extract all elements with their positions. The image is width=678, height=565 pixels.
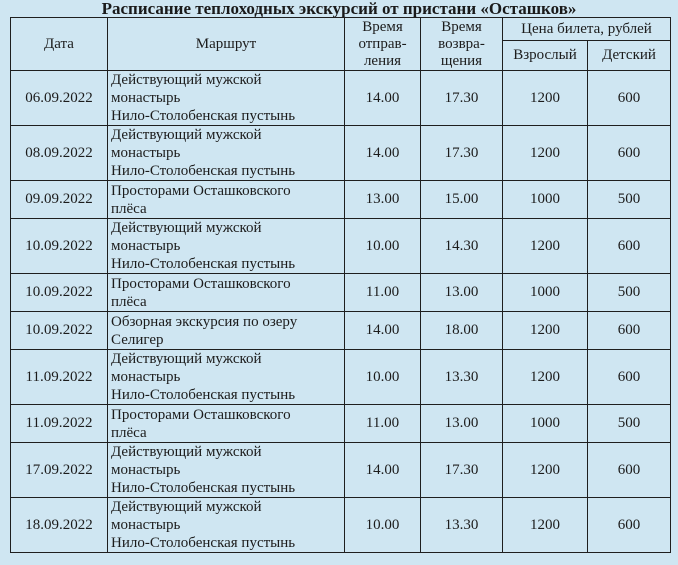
route-line: Действующий мужской — [111, 127, 262, 143]
route-line: Действующий мужской — [111, 72, 262, 88]
cell-return: 13.30 — [421, 350, 503, 405]
cell-return: 15.00 — [421, 181, 503, 219]
header-return-line: щения — [440, 52, 483, 69]
schedule-table — [10, 17, 671, 553]
header-child: Детский — [588, 41, 671, 71]
table-row — [11, 498, 671, 553]
cell-child-price: 500 — [588, 181, 671, 219]
route-line: Нило-Столобенская пустынь — [111, 480, 296, 496]
cell-route — [108, 312, 345, 350]
cell-route — [108, 498, 345, 553]
route-line: Обзорная экскурсия по озеру — [111, 313, 298, 330]
cell-route — [108, 126, 345, 181]
cell-date: 10.09.2022 — [11, 219, 108, 274]
cell-date: 06.09.2022 — [11, 71, 108, 126]
table-row — [11, 71, 671, 126]
cell-route — [108, 405, 345, 443]
header-row — [11, 18, 671, 41]
cell-route — [108, 71, 345, 126]
cell-route — [108, 274, 345, 312]
route-line: монастырь — [111, 517, 181, 533]
cell-date: 09.09.2022 — [11, 181, 108, 219]
table-row — [11, 443, 671, 498]
header-depart-line: ления — [363, 52, 402, 69]
table-row — [11, 350, 671, 405]
cell-adult-price: 1200 — [503, 443, 588, 498]
route-line: монастырь — [111, 145, 181, 161]
route-line: монастырь — [111, 90, 181, 106]
header-return — [421, 18, 503, 71]
route-line: Просторами Осташковского — [111, 406, 291, 423]
header-depart-line: отправ- — [358, 35, 407, 52]
route-line: Просторами Осташковского — [111, 182, 291, 199]
cell-child-price: 600 — [588, 219, 671, 274]
route-line: Нило-Столобенская пустынь — [111, 256, 296, 272]
route-line: плёса — [111, 200, 147, 217]
route-line: Действующий мужской — [111, 351, 262, 367]
route-line: Действующий мужской — [111, 444, 262, 460]
cell-adult-price: 1000 — [503, 181, 588, 219]
cell-return: 17.30 — [421, 443, 503, 498]
route-line: Селигер — [111, 331, 164, 348]
header-price: Цена билета, рублей — [503, 18, 671, 41]
cell-date: 18.09.2022 — [11, 498, 108, 553]
table-row — [11, 126, 671, 181]
cell-return: 17.30 — [421, 71, 503, 126]
cell-depart: 11.00 — [345, 274, 421, 312]
cell-adult-price: 1200 — [503, 219, 588, 274]
route-line: Действующий мужской — [111, 220, 262, 236]
table-row — [11, 219, 671, 274]
cell-adult-price: 1200 — [503, 350, 588, 405]
cell-child-price: 500 — [588, 405, 671, 443]
cell-adult-price: 1200 — [503, 126, 588, 181]
cell-route — [108, 350, 345, 405]
route-line: плёса — [111, 293, 147, 310]
cell-adult-price: 1000 — [503, 405, 588, 443]
route-line: Нило-Столобенская пустынь — [111, 535, 296, 551]
header-route: Маршрут — [108, 18, 345, 71]
route-line: монастырь — [111, 462, 181, 478]
cell-return: 17.30 — [421, 126, 503, 181]
table-row — [11, 405, 671, 443]
cell-depart: 14.00 — [345, 71, 421, 126]
header-date: Дата — [11, 18, 108, 71]
page-title: Расписание теплоходных экскурсий от пристани «Осташков» — [101, 0, 577, 18]
cell-route — [108, 181, 345, 219]
route-line: Нило-Столобенская пустынь — [111, 387, 296, 403]
cell-date: 10.09.2022 — [11, 312, 108, 350]
cell-route — [108, 219, 345, 274]
cell-adult-price: 1200 — [503, 312, 588, 350]
cell-child-price: 600 — [588, 71, 671, 126]
cell-date: 10.09.2022 — [11, 274, 108, 312]
table-row — [11, 274, 671, 312]
cell-adult-price: 1000 — [503, 274, 588, 312]
cell-return: 18.00 — [421, 312, 503, 350]
cell-date: 08.09.2022 — [11, 126, 108, 181]
cell-return: 13.00 — [421, 405, 503, 443]
cell-depart: 10.00 — [345, 219, 421, 274]
header-return-line: Время — [441, 18, 482, 35]
table-row — [11, 312, 671, 350]
header-depart-line: Время — [362, 18, 403, 35]
route-line: Просторами Осташковского — [111, 275, 291, 292]
route-line: плёса — [111, 424, 147, 441]
cell-child-price: 600 — [588, 498, 671, 553]
header-adult: Взрослый — [503, 41, 588, 71]
cell-child-price: 500 — [588, 274, 671, 312]
cell-return: 14.30 — [421, 219, 503, 274]
cell-child-price: 600 — [588, 126, 671, 181]
cell-child-price: 600 — [588, 350, 671, 405]
table-row — [11, 181, 671, 219]
cell-depart: 11.00 — [345, 405, 421, 443]
route-line: Нило-Столобенская пустынь — [111, 163, 296, 179]
route-line: Нило-Столобенская пустынь — [111, 108, 296, 124]
cell-depart: 10.00 — [345, 498, 421, 553]
cell-depart: 14.00 — [345, 312, 421, 350]
cell-depart: 14.00 — [345, 126, 421, 181]
route-line: монастырь — [111, 238, 181, 254]
cell-adult-price: 1200 — [503, 498, 588, 553]
route-line: Действующий мужской — [111, 499, 262, 515]
cell-depart: 13.00 — [345, 181, 421, 219]
cell-child-price: 600 — [588, 312, 671, 350]
cell-return: 13.30 — [421, 498, 503, 553]
cell-date: 11.09.2022 — [11, 350, 108, 405]
header-return-line: возвра- — [438, 35, 485, 52]
cell-route — [108, 443, 345, 498]
cell-adult-price: 1200 — [503, 71, 588, 126]
cell-date: 11.09.2022 — [11, 405, 108, 443]
cell-return: 13.00 — [421, 274, 503, 312]
header-depart — [345, 18, 421, 71]
cell-depart: 14.00 — [345, 443, 421, 498]
cell-child-price: 600 — [588, 443, 671, 498]
route-line: монастырь — [111, 369, 181, 385]
cell-date: 17.09.2022 — [11, 443, 108, 498]
cell-depart: 10.00 — [345, 350, 421, 405]
